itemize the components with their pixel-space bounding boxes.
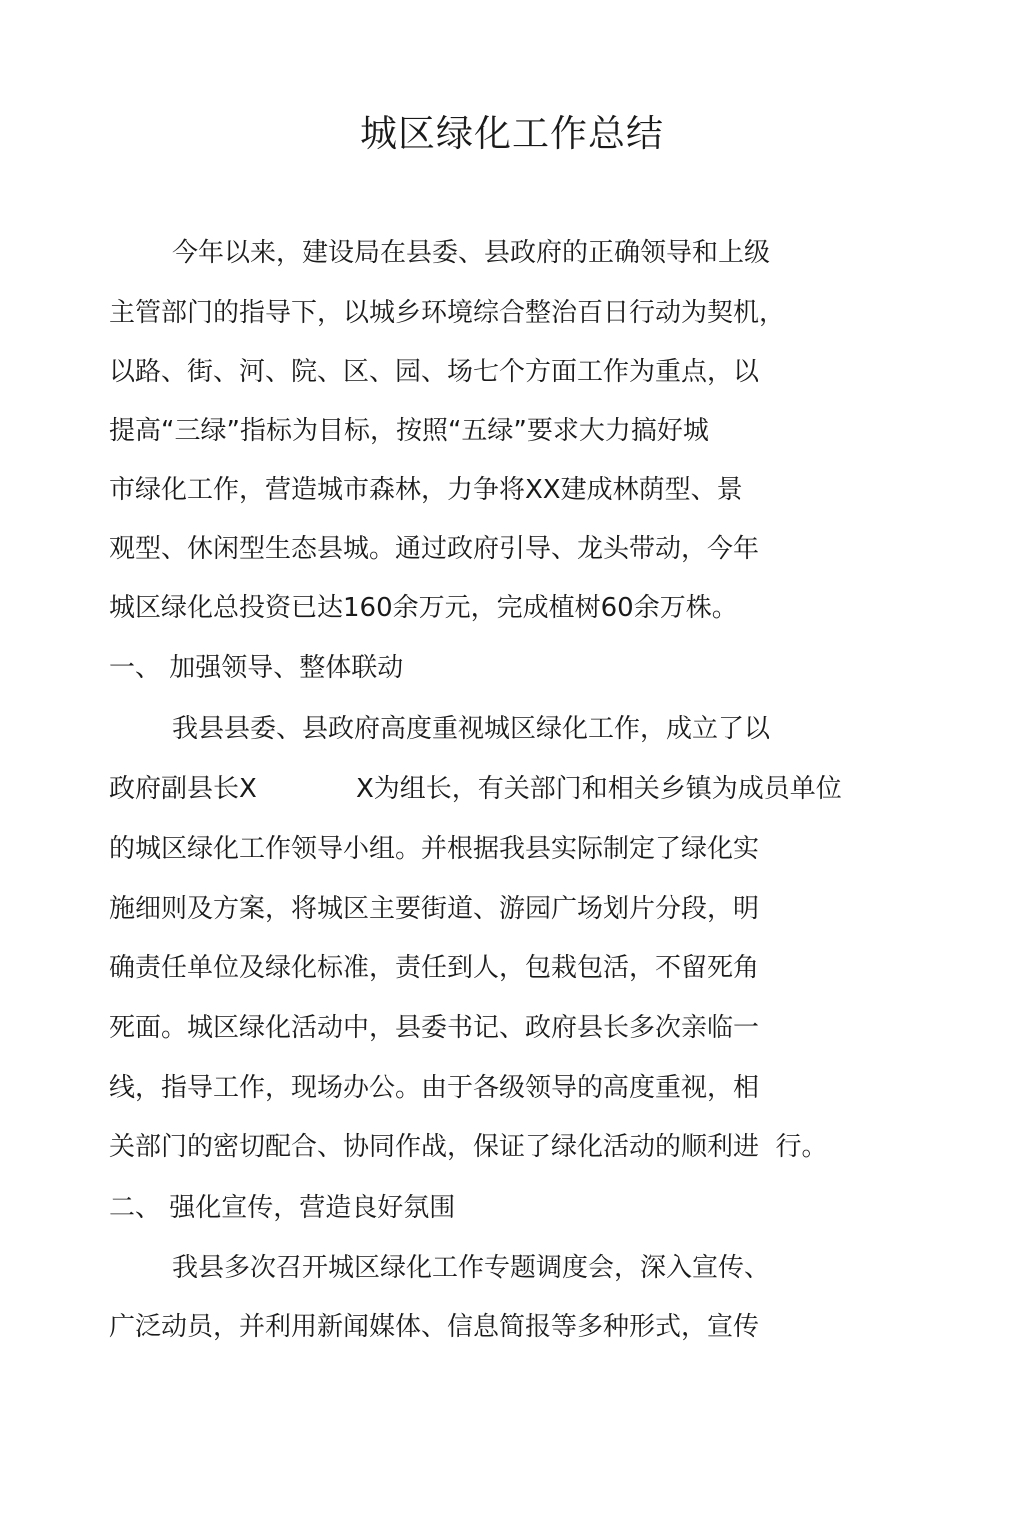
paragraph-line: 的城区绿化工作领导小组。并根据我县实际制定了绿化实 <box>109 834 760 864</box>
document-title: 城区绿化工作总结 <box>360 112 664 155</box>
paragraph-line: 广泛动员，并利用新闻媒体、信息简报等多种形式，宣传 <box>109 1312 760 1342</box>
paragraph-line: 施细则及方案，将城区主要街道、游园广场划片分段，明 <box>109 894 760 924</box>
paragraph-line: 政府副县长X X为组长，有关部门和相关乡镇为成员单位 <box>109 774 842 804</box>
paragraph-line: 提高“三绿”指标为目标，按照“五绿”要求大力搞好城 <box>109 416 709 446</box>
paragraph-line: 线，指导工作，现场办公。由于各级领导的高度重视，相 <box>109 1073 760 1103</box>
paragraph-line: 死面。城区绿化活动中，县委书记、政府县长多次亲临一 <box>109 1013 760 1043</box>
paragraph-line: 以路、街、河、院、区、园、场七个方面工作为重点，以 <box>109 357 760 387</box>
paragraph-line: 城区绿化总投资已达160余万元，完成植树60余万株。 <box>109 593 738 623</box>
paragraph-line: 我县多次召开城区绿化工作专题调度会，深入宣传、 <box>172 1253 771 1283</box>
paragraph-line: 主管部门的指导下，以城乡环境综合整治百日行动为契机， <box>109 298 786 328</box>
paragraph-line: 观型、休闲型生态县城。通过政府引导、龙头带动，今年 <box>109 534 760 564</box>
paragraph-line: 关部门的密切配合、协同作战，保证了绿化活动的顺利进 行。 <box>109 1132 828 1162</box>
paragraph-line: 今年以来，建设局在县委、县政府的正确领导和上级 <box>172 238 771 268</box>
paragraph-line: 确责任单位及绿化标准，责任到人，包栽包活，不留死角 <box>109 953 760 983</box>
section-heading: 一、 加强领导、整体联动 <box>109 653 404 683</box>
paragraph-line: 市绿化工作，营造城市森林，力争将XX建成林荫型、景 <box>109 475 743 505</box>
paragraph-line: 我县县委、县政府高度重视城区绿化工作，成立了以 <box>172 714 771 744</box>
section-heading: 二、 强化宣传，营造良好氛围 <box>109 1193 456 1223</box>
